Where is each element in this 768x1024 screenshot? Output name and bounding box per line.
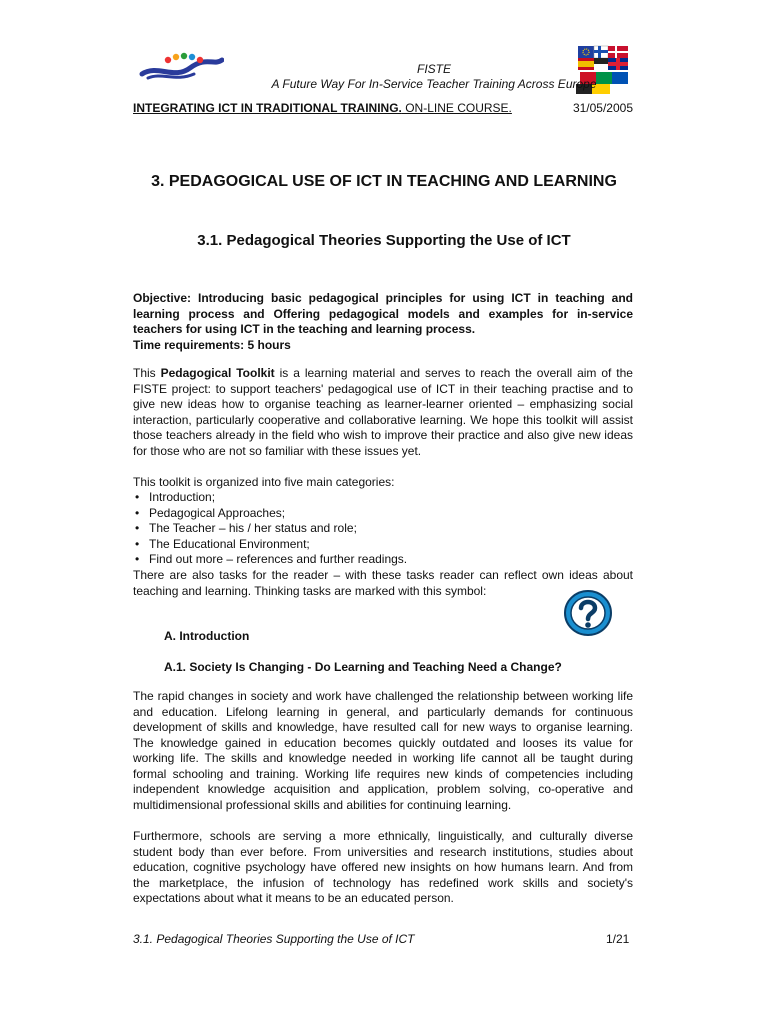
list-item: • Find out more – references and further readings. (135, 552, 408, 566)
page-number: 1/21 (606, 932, 630, 946)
list-item: • The Educational Environment; (135, 536, 310, 551)
tasks-paragraph: There are also tasks for the reader – with these tasks reader can reflect own ideas about teaching and learning. Thinking tasks are marked with this symbol: (133, 568, 633, 598)
course-line (133, 101, 633, 115)
categories-intro: This toolkit is organized into five main categories: (133, 475, 395, 489)
bullet: • (135, 552, 140, 566)
course-title: INTEGRATING ICT IN TRADITIONAL TRAINING. (133, 101, 402, 115)
intro-lead: This (133, 366, 161, 380)
toolkit-name: Pedagogical Toolkit (160, 366, 275, 380)
list-item: • Introduction; (135, 490, 216, 504)
section-a1-title: A.1. Society Is Changing - Do Learning and Teaching Need a Change? (164, 660, 562, 674)
section-a-title: A. Introduction (164, 629, 250, 643)
objective-block (133, 291, 633, 353)
categories-list (133, 490, 633, 568)
objective-text: Objective: Introducing basic pedagogical principles for using ICT in teaching and learning process and Offering pedagogical models and examples for in-service teachers for using ICT in the teaching and learning process. (133, 291, 633, 336)
intro-paragraph (133, 366, 633, 459)
header-subtitle: A Future Way For In-Service Teacher Training Across Europe (271, 77, 597, 91)
course-type: ON-LINE COURSE. (401, 101, 512, 115)
list-item: • The Teacher – his / her status and role; (135, 521, 357, 535)
bullet: • (135, 490, 140, 504)
paragraph-diversity: Furthermore, schools are serving a more ethnically, linguistically, and culturally diverse student body than ever before. From universities and research institutions, studies about education, cognitive psychology have offered new insights on how humans learn. And from the marketplace, the infusion of technology has redefined work skills and society's expectations about what it means to be an educated person. (133, 829, 633, 905)
bullet: • (135, 505, 140, 520)
bullet: • (135, 536, 140, 551)
list-item: • Pedagogical Approaches; (135, 505, 286, 520)
chapter-heading: 3. PEDAGOGICAL USE OF ICT IN TEACHING AND LEARNING (151, 173, 617, 190)
intro-rest: is a learning material and serves to reach the overall aim of the FISTE project: to support teachers' pedagogical use of ICT in their teaching practise and to give new ideas how to organise teaching as learner-learner oriented – emphasizing social interaction, particularly cooperative and collaborative learning. We hope this toolkit will assist those teachers already in the field who wish to improve their practice and also give new ideas for those who are not so familiar with these issues yet. (133, 366, 633, 458)
footer-section-title: 3.1. Pedagogical Theories Supporting the Use of ICT (133, 932, 415, 946)
header-date: 31/05/2005 (572, 101, 633, 115)
paragraph-society: The rapid changes in society and work have challenged the relationship between working life and education. Lifelong learning in general, and particularly demands for continuous development of skills and knowledge, have resulted call for new ways to organise learning. The knowledge gained in education becomes quickly outdated and looses its value for working life. The skills and knowledge needed in working life cannot all be taught during formal schooling and training. Working life requires new kinds of competencies including independent knowledge acquisition and application, problem solving, co-operative and multidimensional professional skills and abilities for continuing learning. (133, 689, 633, 812)
question-mark-icon (562, 588, 614, 638)
header-title: FISTE (416, 62, 451, 76)
section-heading: 3.1. Pedagogical Theories Supporting the Use of ICT (197, 232, 571, 249)
bullet: • (135, 521, 140, 535)
time-requirements: Time requirements: 5 hours (133, 337, 291, 352)
